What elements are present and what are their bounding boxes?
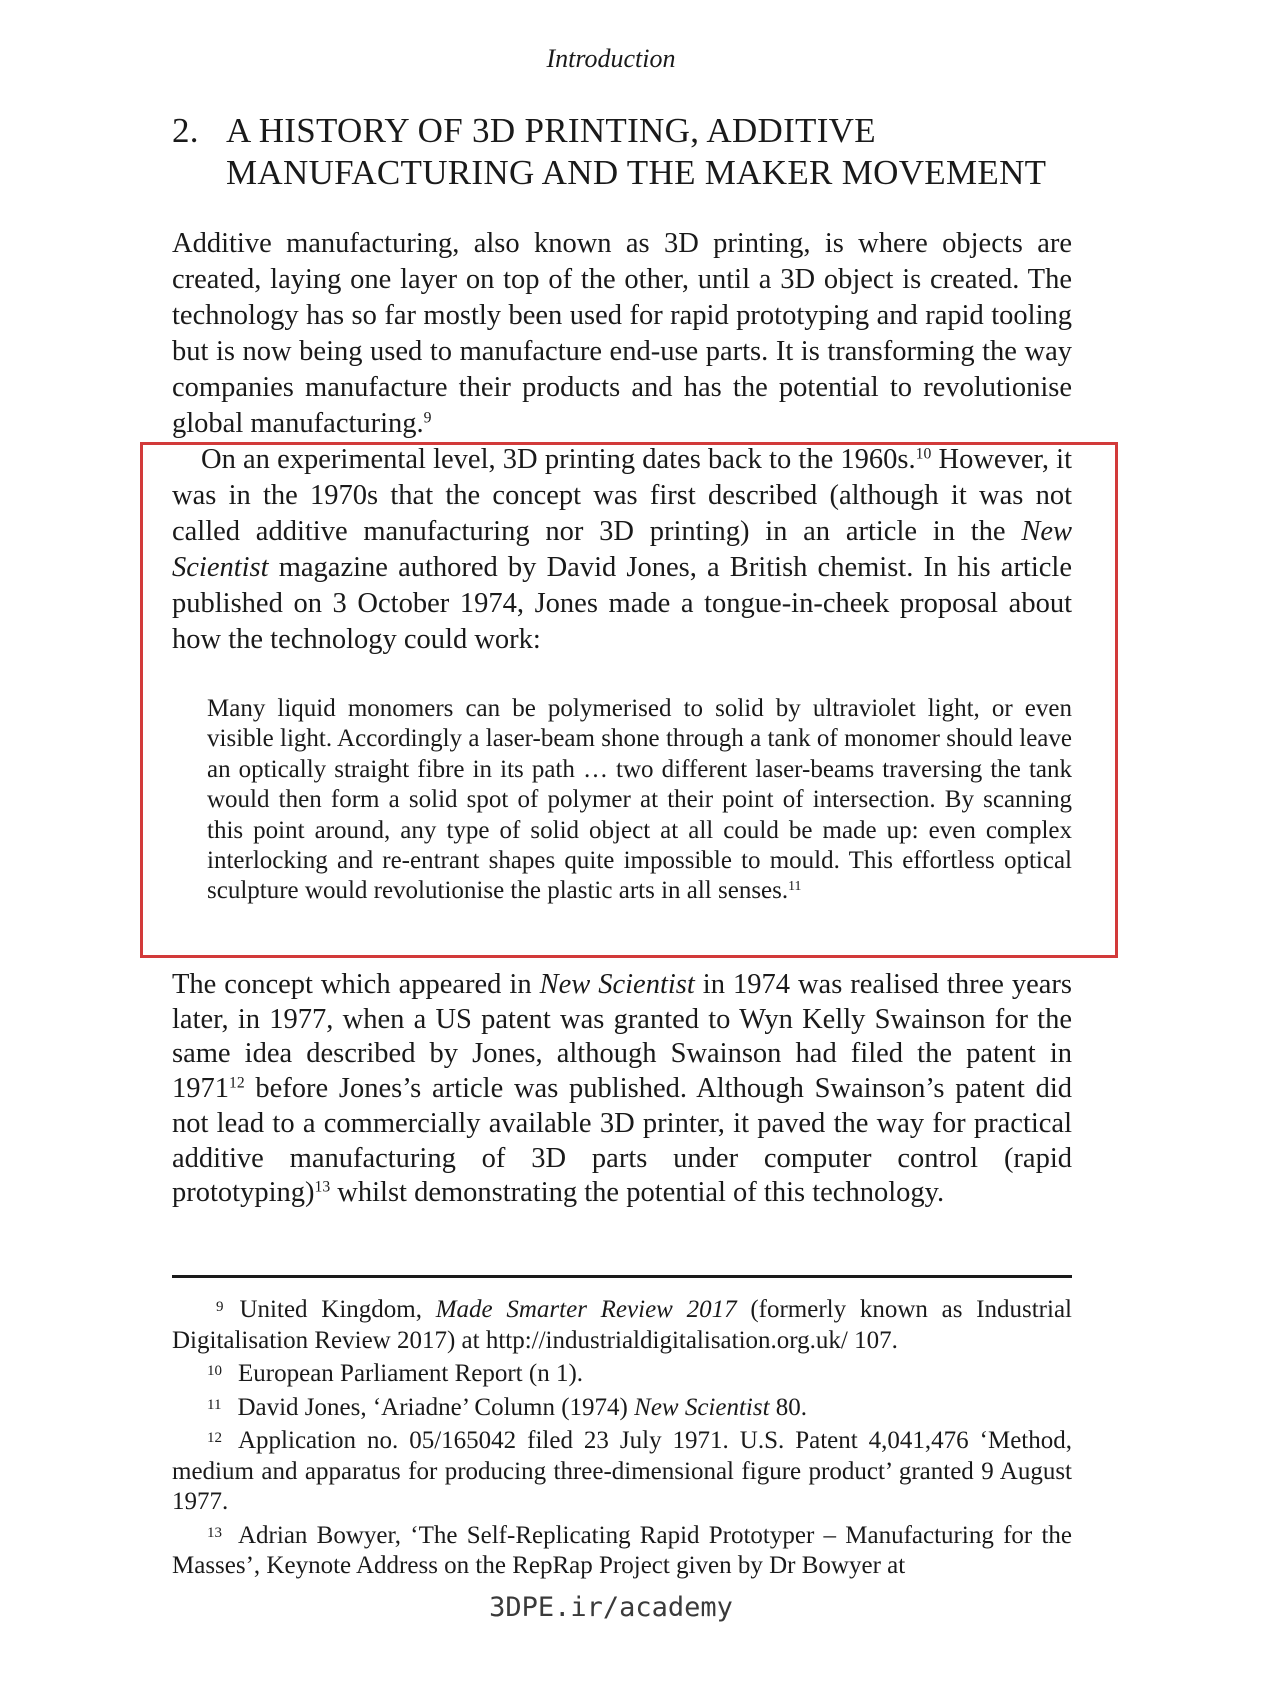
footnote-11 (172, 1390, 1072, 1424)
paragraph-concept-part2: in 1974 was realised three years later, in 1977, when a US patent was granted to Wyn Kelly Swainson for the same idea described by Jones, although Swainson had filed the patent in 1971 (172, 969, 1072, 1105)
block-quote-text: Many liquid monomers can be polymerised to solid by ultraviolet light, or even visible light. Accordingly a laser-beam shone through a tank of monomer should leave an optically straight fibre in its path … two different laser-beams traversing the tank would then form a solid spot of polymer at their point of intersection. By scanning this point around, any type of solid object at all could be made up: even complex interlocking and re-entrant shapes quite impossible to mould. This effortless optical sculpture would revolutionise the plastic arts in all senses. (207, 695, 1072, 905)
footnote-ref-12[interactable]: 12 (229, 1074, 245, 1092)
footnote-9 (172, 1292, 1072, 1356)
paragraph-experimental (172, 442, 1072, 658)
footnote-italic: Made Smarter Review 2017 (435, 1296, 737, 1323)
footnote-ref-11[interactable]: 11 (788, 878, 802, 894)
footnote-text: 80. (769, 1393, 808, 1421)
footnote-italic: New Scientist (634, 1393, 770, 1421)
journal-title: New Scientist (172, 516, 1072, 583)
paragraph-concept (172, 968, 1072, 1211)
footnote-number: 12 (207, 1430, 222, 1446)
paragraph-concept-part1: The concept which appeared in (172, 969, 540, 1000)
paragraph-experimental-part1: On an experimental level, 3D printing dates back to the 1960s. (201, 444, 916, 475)
footnote-text: European Parliament Report (n 1). (238, 1360, 584, 1387)
footnote-number: 13 (207, 1524, 222, 1541)
footnote-number: 9 (216, 1299, 224, 1315)
footnote-text: (formerly known as Industrial Digitalisation Review 2017) at http://industrialdigitalisation.org.uk/ 107. (172, 1296, 1072, 1354)
watermark: 3DPE.ir/academy (489, 1592, 733, 1623)
footnote-12 (172, 1423, 1072, 1518)
section-heading (172, 110, 1092, 194)
footnote-number: 11 (207, 1396, 222, 1413)
block-quote (207, 694, 1072, 907)
footnote-text: Adrian Bowyer, ‘The Self-Replicating Rapid Prototyper – Manufacturing for the Masses’, Keynote Address on the RepRap Project given by Dr Bowyer at (172, 1521, 1072, 1579)
paragraph-intro (172, 226, 1072, 442)
footnote-ref-13[interactable]: 13 (314, 1178, 331, 1196)
footnote-13 (172, 1518, 1072, 1582)
footnote-ref-10[interactable]: 10 (915, 445, 932, 463)
footnotes (172, 1292, 1072, 1582)
footnote-text: United Kingdom, (239, 1296, 436, 1323)
paragraph-concept-part3: before Jones’s article was published. Although Swainson’s patent did not lead to a commercially available 3D printer, it paved the way for practical additive manufacturing of 3D parts under computer control (rapid prototyping) (172, 1073, 1072, 1209)
footnote-divider (172, 1275, 1072, 1278)
journal-title: New Scientist (539, 969, 695, 1000)
section-number: 2. (172, 111, 199, 150)
footnote-10 (172, 1356, 1072, 1390)
running-head: Introduction (546, 44, 676, 73)
paragraph-intro-text: Additive manufacturing, also known as 3D printing, is where objects are created, laying one layer on top of the other, until a 3D object is created. The technology has so far mostly been used for rapid prototyping and rapid tooling but is now being used to manufacture end-use parts. It is transforming the way companies manufacture their products and has the potential to revolutionise global manufacturing. (172, 228, 1072, 439)
footnote-ref-9[interactable]: 9 (423, 409, 432, 427)
footnote-text: David Jones, ‘Ariadne’ Column (1974) (237, 1393, 635, 1421)
paragraph-concept-part4: whilst demonstrating the potential of this technology. (330, 1177, 945, 1209)
footnote-number: 10 (207, 1363, 222, 1379)
paragraph-experimental-part2: However, it was in the 1970s that the concept was first described (although it was not called additive manufacturing nor 3D printing) in an article in the (172, 444, 1072, 547)
paragraph-experimental-part3: magazine authored by David Jones, a British chemist. In his article published on 3 October 1974, Jones made a tongue-in-cheek proposal about how the technology could work: (172, 552, 1072, 655)
footnote-text: Application no. 05/165042 filed 23 July 1971. U.S. Patent 4,041,476 ‘Method, medium and apparatus for producing three-dimensional figure product’ granted 9 August 1977. (172, 1427, 1072, 1515)
section-title: A HISTORY OF 3D PRINTING, ADDITIVE MANUFACTURING AND THE MAKER MOVEMENT (226, 111, 1047, 192)
